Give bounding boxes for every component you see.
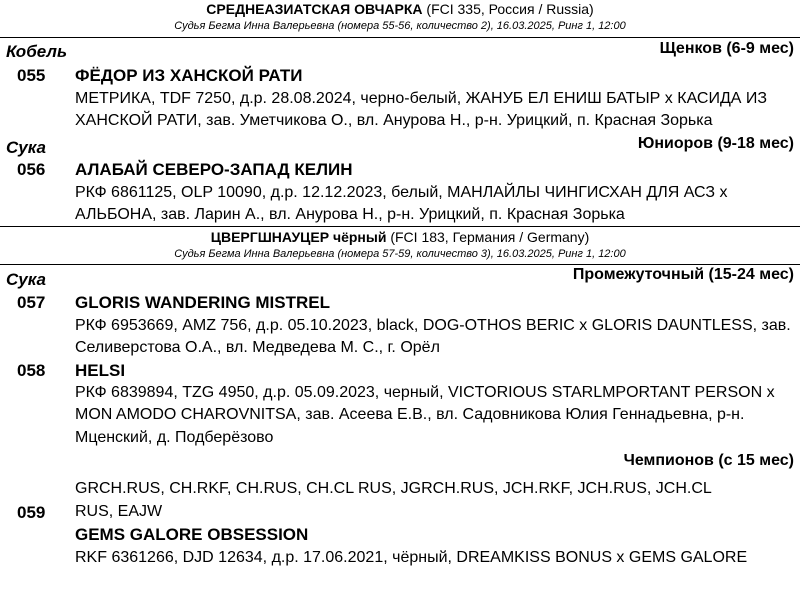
dog-details: АЛЬБОНА, зав. Ларин А., вл. Анурова Н., р-н. Урицкий, п. Красная Зорька [75,206,625,223]
judge-info: Судья Бегма Инна Валерьевна (номера 57-59, количество 3), 16.03.2025, Ринг 1, 12:00 [174,248,626,260]
sex-label-female: Сука [6,270,47,289]
breed-fci: (FCI 183, Германия / Germany) [390,229,590,245]
dog-name: GEMS GALORE OBSESSION [75,525,309,544]
divider [0,264,800,265]
breed-fci: (FCI 335, Россия / Russia) [426,1,594,17]
catalog-number: 057 [17,293,46,312]
judge-info: Судья Бегма Инна Валерьевна (номера 55-56, количество 2), 16.03.2025, Ринг 1, 12:00 [174,20,626,32]
class-label-champion: Чемпионов (с 15 мес) [623,452,794,469]
dog-details: Мценский, д. Подберёзово [75,429,274,446]
dog-name: GLORIS WANDERING MISTREL [75,293,330,312]
sex-label-male: Кобель [6,42,68,61]
breed-name: СРЕДНЕАЗИАТСКАЯ ОВЧАРКА [206,1,423,17]
class-label-puppy: Щенков (6-9 мес) [659,40,794,57]
catalog-number: 059 [17,503,46,522]
catalog-number: 058 [17,361,46,380]
dog-name: АЛАБАЙ СЕВЕРО-ЗАПАД КЕЛИН [75,160,353,179]
divider [0,226,800,227]
dog-details: РКФ 6953669, AMZ 756, д.р. 05.10.2023, black, DOG-OTHOS BERIC x GLORIS DAUNTLESS, зав. [75,317,791,334]
dog-name: ФЁДОР ИЗ ХАНСКОЙ РАТИ [75,66,303,85]
breed-title-miniature-schnauzer [0,229,800,245]
breed-name: ЦВЕРГШНАУЦЕР чёрный [210,229,387,245]
divider [0,37,800,38]
dog-titles: RUS, EAJW [75,503,163,520]
dog-details: Селиверстова О.А., вл. Медведева М. С., г. Орёл [75,339,440,356]
dog-details: РКФ 6861125, OLP 10090, д.р. 12.12.2023, белый, МАНЛАЙЛЫ ЧИНГИСХАН ДЛЯ АСЗ x [75,184,728,201]
catalog-number: 056 [17,160,46,179]
catalog-number: 055 [17,66,46,85]
dog-details: МЕТРИКА, TDF 7250, д.р. 28.08.2024, черно-белый, ЖАНУБ ЕЛ ЕНИШ БАТЫР x КАСИДА ИЗ [75,90,768,107]
breed-title-central-asian [0,1,800,17]
dog-details: MON AMODO CHAROVNITSA, зав. Асеева Е.В., вл. Садовникова Юлия Геннадьевна, р-н. [75,406,745,423]
dog-titles: GRCH.RUS, CH.RKF, CH.RUS, CH.CL RUS, JGRCH.RUS, JCH.RKF, JCH.RUS, JCH.CL [75,480,712,497]
dog-details: РКФ 6839894, TZG 4950, д.р. 05.09.2023, черный, VICTORIOUS STARLMPORTANT PERSON x [75,384,775,401]
dog-details: RKF 6361266, DJD 12634, д.р. 17.06.2021, чёрный, DREAMKISS BONUS x GEMS GALORE [75,549,748,566]
dog-details: ХАНСКОЙ РАТИ, зав. Уметчикова О., вл. Анурова Н., р-н. Урицкий, п. Красная Зорька [75,112,713,129]
class-label-junior: Юниоров (9-18 мес) [637,135,794,152]
class-label-intermediate: Промежуточный (15-24 мес) [572,266,794,283]
dog-name: HELSI [75,361,126,380]
sex-label-female: Сука [6,138,47,157]
